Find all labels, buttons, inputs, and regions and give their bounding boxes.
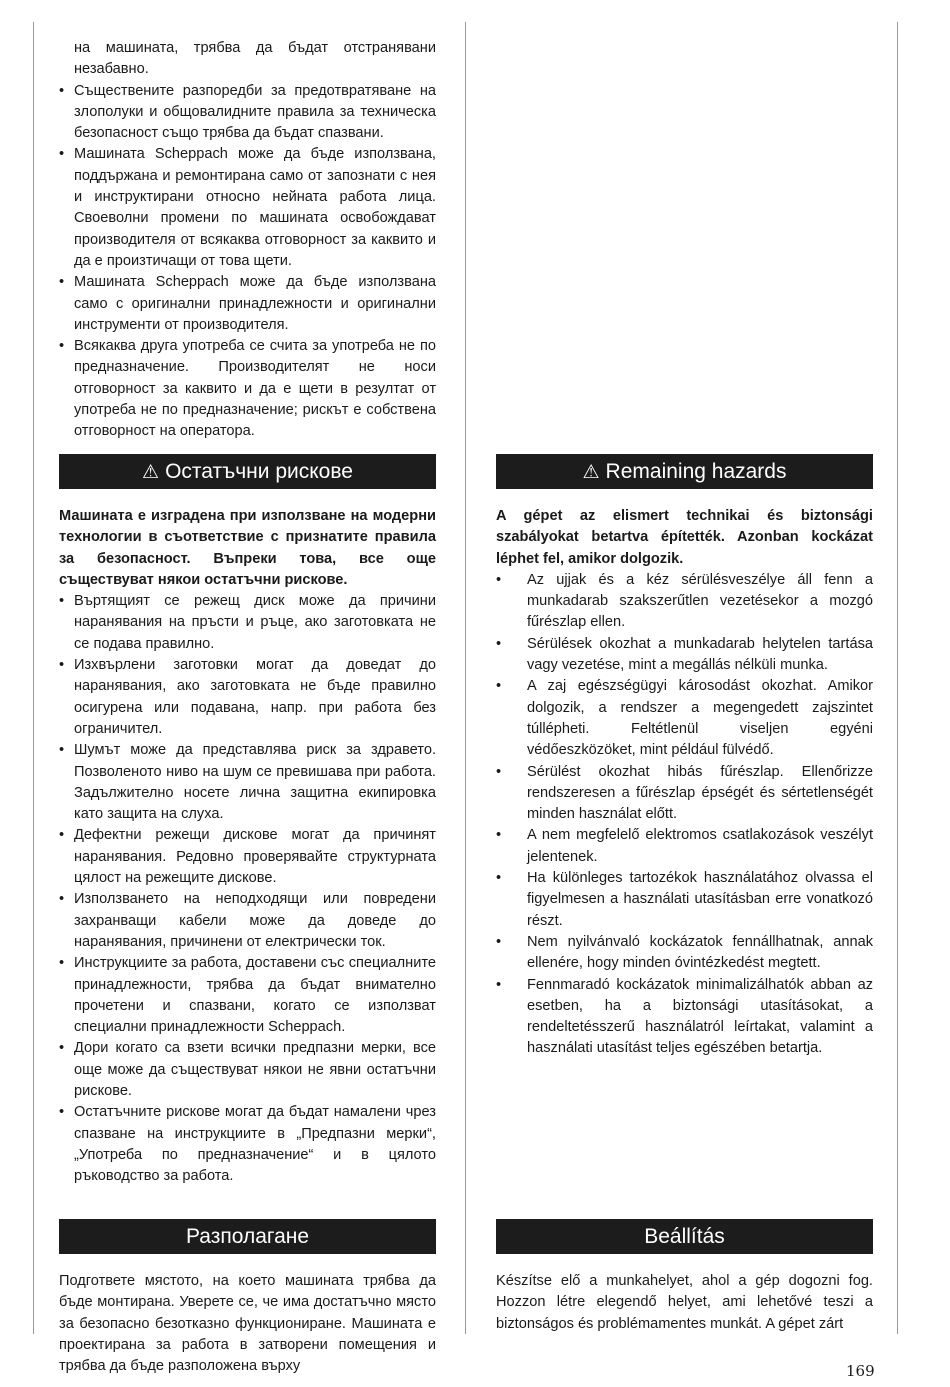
list-item xyxy=(59,825,436,889)
list-item-text: Шумът може да представлява риск за здравето. Позволеното ниво на шум се превишава при работа. Задължително носете лична защитна екипировка като защита на слуха. xyxy=(74,742,436,823)
list-item xyxy=(496,570,873,634)
list-item-text: A nem megfelelő elektromos csatlakozások veszélyt jelentenek. xyxy=(527,827,873,865)
section-heading-text: Разполагане xyxy=(185,1225,310,1248)
list-item xyxy=(59,336,436,442)
list-item xyxy=(59,1038,436,1102)
list-item xyxy=(496,868,873,932)
page-number: 169 xyxy=(846,1362,875,1380)
list-item xyxy=(59,272,436,336)
section-intro: A gépet az elismert technikai és biztonsági szabályokat betartva építették. Azonban kockázat léphet fel, amikor dolgozik. xyxy=(496,508,873,567)
bullet-icon: • xyxy=(59,146,65,163)
list-item-text: Fennmaradó kockázatok minimalizálhatók abban az esetben, ha a biztonsági utasításokat, a rendeltetésszerű használatról leírtakat, valamint a használati utasítást teljes egészében betartja. xyxy=(527,976,873,1057)
bullet-icon: • xyxy=(496,635,502,652)
list-item xyxy=(59,591,436,655)
warning-triangle-icon: ⚠ xyxy=(582,462,600,483)
bullet-icon: • xyxy=(59,274,65,291)
bullet-icon: • xyxy=(59,338,65,355)
bullet-icon: • xyxy=(496,827,502,844)
list-item-text: Ha különleges tartozékok használatához olvassa el figyelmesen a használati utasításban erre vonatkozó részt. xyxy=(527,870,873,929)
list-item xyxy=(496,676,873,761)
list-item-text: Остатъчните рискове могат да бъдат намалени чрез спазване на инструкциите в „Предпазни мерки“, „Употреба по предназначение“ и в цялото ръководство за работа. xyxy=(74,1104,436,1185)
list-item-text: на машината, трябва да бъдат отстранявани незабавно. xyxy=(74,40,436,78)
bullet-icon: • xyxy=(59,1104,65,1121)
list-item-text: Дори когато са взети всички предпазни мерки, все още може да съществуват някои не явни остатъчни рискове. xyxy=(74,1040,436,1100)
list-item xyxy=(74,38,436,81)
list-item xyxy=(496,932,873,975)
list-item-text: Съществените разпоредби за предотвратяване на злополуки и общовалидните правила за техническа безопасност също трябва да бъдат спазвани. xyxy=(74,82,436,142)
bullet-icon: • xyxy=(59,593,65,610)
list-item xyxy=(59,1102,436,1187)
right-margin-rule xyxy=(897,22,898,1334)
list-item-text: Машината Scheppach може да бъде използвана само с оригинални принадлежности и оригинални инструменти от производителя. xyxy=(74,274,436,333)
section-heading-residual-risks xyxy=(59,454,436,489)
bullet-icon: • xyxy=(59,955,65,972)
right-hazards-section xyxy=(496,506,873,1060)
section-heading-text: Beállítás xyxy=(644,1225,725,1248)
bullet-icon: • xyxy=(59,827,65,844)
list-item-text: Nem nyilvánvaló kockázatok fennállhatnak, annak ellenére, hogy minden óvintézkedést megtett. xyxy=(527,933,873,972)
section-heading-text: Остатъчни рискове xyxy=(165,460,353,483)
section-heading-text: Remaining hazards xyxy=(605,460,787,483)
list-item-text: Всякаква друга употреба се счита за употреба не по предназначение. Производителят не носи отговорност за каквито и да е щети в резултат от употреба не по предназначение; рискът е собствена отговорност на оператора. xyxy=(74,338,436,440)
left-margin-rule xyxy=(33,22,34,1334)
bullet-icon: • xyxy=(59,742,65,759)
left-top-list xyxy=(59,38,436,443)
bullet-icon: • xyxy=(496,678,502,695)
left-hazards-section xyxy=(59,506,436,1188)
center-rule xyxy=(465,22,466,1334)
list-item-text: Инструкциите за работа, доставени със специалните принадлежности, трябва да бъдат внимателно прочетени и спазвани, когато се използват специални принадлежности Scheppach. xyxy=(74,955,436,1036)
hazards-list xyxy=(496,570,873,1060)
left-setup-paragraph: Подгответе мястото, на което машината трябва да бъде монтирана. Уверете се, че има достатъчно място за безопасно безотказно функциониране. Машината е проектирана за работа в затворени помещения и трябва да бъде разположена върху xyxy=(59,1273,436,1375)
bullet-icon: • xyxy=(496,870,502,887)
bullet-icon: • xyxy=(59,657,65,674)
list-item-text: Дефектни режещи дискове могат да причинят наранявания. Редовно проверявайте структурната цялост на режещите дискове. xyxy=(74,827,436,887)
list-item-text: A zaj egészségügyi károsodást okozhat. Amikor dolgozik, a rendszer a megengedett zajszintet túllépheti. Feltétlenül viseljen egyéni védőeszközöket, mint például fülvédő. xyxy=(527,678,873,759)
section-heading-setup xyxy=(59,1219,436,1254)
bullet-icon: • xyxy=(496,976,502,993)
list-item xyxy=(496,825,873,868)
right-setup-paragraph: Készítse elő a munkahelyet, ahol a gép dogozni fog. Hozzon létre elegendő helyet, ami lehetővé teszi a biztonságos és problémamentes munkát. A gépet zárt xyxy=(496,1273,873,1332)
bullet-icon: • xyxy=(496,571,502,588)
list-item xyxy=(59,889,436,953)
list-item-text: Машината Scheppach може да бъде използвана, поддържана и ремонтирана само от запознати с нея и инструктирани относно нейната работа лица. Своеволни промени по машината освобождават производителя от всякаква отговорност за каквито и да е произтичащи от това щети. xyxy=(74,146,436,269)
list-item xyxy=(59,740,436,825)
list-item xyxy=(496,634,873,677)
list-item xyxy=(59,953,436,1038)
bullet-icon: • xyxy=(59,82,65,99)
bullet-icon: • xyxy=(59,1040,65,1057)
list-item xyxy=(496,975,873,1060)
warning-triangle-icon: ⚠ xyxy=(142,462,160,483)
bullet-icon: • xyxy=(59,891,65,908)
bullet-icon: • xyxy=(496,933,502,950)
list-item-text: Sérülést okozhat hibás fűrészlap. Ellenőrizze rendszeresen a fűrészlap épségét és sértetlenségét minden használat előtt. xyxy=(527,763,873,823)
list-item xyxy=(496,762,873,826)
list-item xyxy=(59,81,436,145)
section-heading-remaining-hazards xyxy=(496,454,873,489)
list-item-text: Използването на неподходящи или повредени захранващи кабели може да доведе до наранявания, причинени от електрически ток. xyxy=(74,891,436,950)
list-item-text: Въртящият се режещ диск може да причини наранявания на пръсти и ръце, ако заготовката не се подава правилно. xyxy=(74,593,436,652)
list-item xyxy=(59,655,436,740)
list-item-text: Изхвърлени заготовки могат да доведат до наранявания, ако заготовката не бъде правилно осигурена или подавана, напр. при работа без ограничител. xyxy=(74,657,436,737)
section-heading-setup-hu xyxy=(496,1219,873,1254)
section-intro: Машината е изградена при използване на модерни технологии в съответствие с признатите правила за безопасност. Въпреки това, все още съществуват някои остатъчни рискове. xyxy=(59,508,436,588)
list-item xyxy=(59,144,436,272)
bullet-icon: • xyxy=(496,763,502,780)
list-item-text: Az ujjak és a kéz sérülésveszélye áll fenn a munkadarab szakszerűtlen vezetésekor a mozgó fűrészlap ellen. xyxy=(527,571,873,631)
list-item-text: Sérülések okozhat a munkadarab helytelen tartása vagy vezetése, mint a megállás nélküli munka. xyxy=(527,635,873,674)
hazards-list xyxy=(59,591,436,1187)
